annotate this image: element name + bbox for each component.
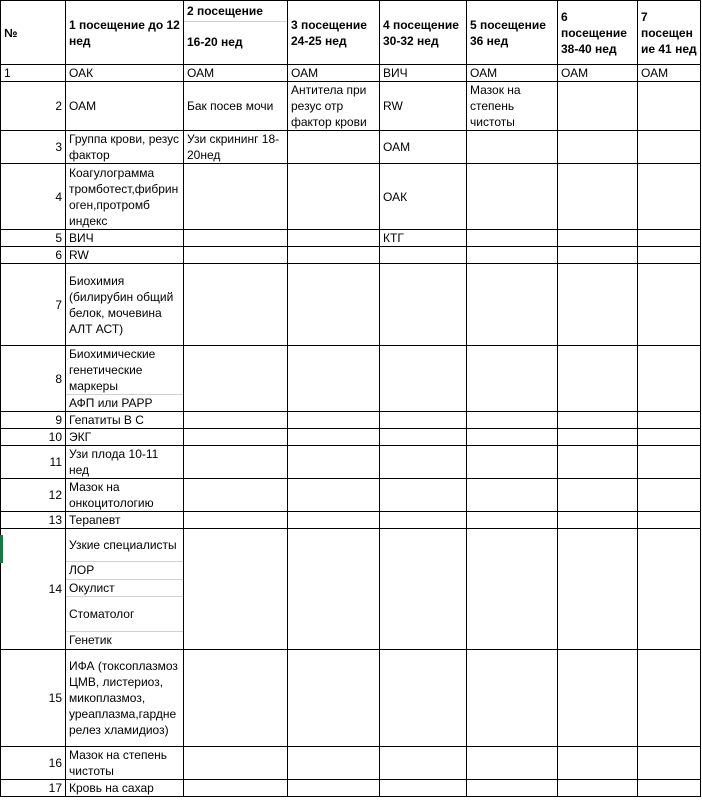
row-num[interactable]: 9 [1, 412, 66, 429]
cell[interactable] [288, 747, 380, 780]
cell[interactable] [467, 164, 558, 230]
cell[interactable]: ОАМ [380, 131, 467, 164]
specialist-geneticist: Генетик [66, 631, 183, 649]
row-num[interactable]: 7 [1, 264, 66, 346]
cell[interactable] [638, 650, 701, 747]
cell[interactable] [288, 512, 380, 529]
cell[interactable] [558, 131, 638, 164]
table-row [1, 650, 701, 747]
cell[interactable] [467, 479, 558, 512]
table-row [1, 131, 701, 164]
row-num[interactable]: 14 [1, 529, 66, 650]
header-visit-1[interactable]: 1 посещение до 12 нед [66, 1, 184, 65]
cell[interactable] [184, 512, 288, 529]
table-row [1, 230, 701, 247]
header-visit-2-bottom: 16-20 нед [187, 35, 243, 49]
table-row [1, 346, 701, 412]
cell[interactable] [638, 131, 701, 164]
header-visit-3[interactable]: 3 посещение 24-25 нед [288, 1, 380, 65]
table-row [1, 780, 701, 797]
cell[interactable] [558, 479, 638, 512]
cell[interactable] [184, 346, 288, 412]
cell[interactable] [558, 780, 638, 797]
cell[interactable] [380, 264, 467, 346]
cell[interactable] [184, 529, 288, 650]
cell[interactable] [467, 412, 558, 429]
cell[interactable] [184, 446, 288, 479]
cell[interactable] [380, 529, 467, 650]
table-row [1, 412, 701, 429]
row-num[interactable]: 10 [1, 429, 66, 446]
cell[interactable]: RW [380, 82, 467, 131]
cell[interactable] [380, 479, 467, 512]
cell[interactable]: ВИЧ [380, 65, 467, 82]
cell[interactable] [638, 747, 701, 780]
header-visit-5[interactable]: 5 посещение 36 нед [467, 1, 558, 65]
row-num[interactable]: 3 [1, 131, 66, 164]
cell[interactable] [638, 412, 701, 429]
cell[interactable] [380, 429, 467, 446]
cell[interactable]: ОАМ [467, 65, 558, 82]
cell[interactable] [638, 529, 701, 650]
cell[interactable] [558, 747, 638, 780]
cell[interactable]: Узи скрининг 18-20нед [184, 131, 288, 164]
cell[interactable]: ОАМ [638, 65, 701, 82]
table-row [1, 247, 701, 264]
cell-markers: Биохимические генетические маркеры [69, 347, 156, 393]
table-row [1, 264, 701, 346]
cell[interactable] [380, 747, 467, 780]
cell[interactable] [184, 747, 288, 780]
cell[interactable]: ОАМ [558, 65, 638, 82]
table-row [1, 429, 701, 446]
cell[interactable] [558, 264, 638, 346]
row-num[interactable]: 16 [1, 747, 66, 780]
cell[interactable] [558, 164, 638, 230]
table-row [1, 747, 701, 780]
cell[interactable] [467, 230, 558, 247]
cell[interactable] [288, 780, 380, 797]
cell[interactable] [558, 230, 638, 247]
row-num[interactable]: 6 [1, 247, 66, 264]
specialist-dentist: Стоматолог [66, 596, 183, 631]
table-row [1, 65, 701, 82]
cell[interactable]: Мазок на степень чистоты [467, 82, 558, 131]
cell[interactable]: RW [66, 247, 184, 264]
cell[interactable] [467, 429, 558, 446]
cell[interactable] [638, 429, 701, 446]
cell[interactable] [288, 247, 380, 264]
cell[interactable] [288, 650, 380, 747]
cell[interactable] [638, 346, 701, 412]
cell[interactable]: ОАМ [66, 82, 184, 131]
cell[interactable] [558, 82, 638, 131]
cell[interactable] [638, 479, 701, 512]
cell-afp: АФП или PAPP [66, 394, 183, 411]
header-visit-2-top: 2 посещение [184, 3, 287, 22]
table-row [1, 512, 701, 529]
cell[interactable] [467, 780, 558, 797]
row-num[interactable]: 17 [1, 780, 66, 797]
cell[interactable] [558, 412, 638, 429]
header-row [1, 1, 701, 65]
cell[interactable] [380, 512, 467, 529]
cell[interactable] [638, 264, 701, 346]
cell[interactable]: КТГ [380, 230, 467, 247]
cell[interactable] [467, 264, 558, 346]
cell[interactable] [558, 512, 638, 529]
specialists-title: Узкие специалисты [69, 538, 177, 552]
specialist-oculist: Окулист [66, 579, 183, 596]
selection-marker [0, 535, 3, 563]
table-row [1, 82, 701, 131]
cell[interactable] [380, 650, 467, 747]
header-visit-7[interactable]: 7 посещен ие 41 нед [638, 1, 701, 65]
cell[interactable] [184, 650, 288, 747]
row-num[interactable]: 15 [1, 650, 66, 747]
cell[interactable]: Терапевт [66, 512, 184, 529]
cell[interactable]: ИФА (токсоплазмоз ЦМВ, листериоз, микоплазмоз, уреаплазма,гарднерелез хламидиоз) [66, 650, 184, 747]
header-visit-6[interactable]: 6 посещение 38-40 нед [558, 1, 638, 65]
row-num[interactable]: 4 [1, 164, 66, 230]
cell[interactable] [184, 479, 288, 512]
cell[interactable] [288, 429, 380, 446]
cell[interactable]: Биохимия (билирубин общий белок, мочевина АЛТ АСТ) [66, 264, 184, 346]
cell[interactable]: ОАК [380, 164, 467, 230]
cell[interactable]: Гепатиты В С [66, 412, 184, 429]
cell[interactable] [288, 446, 380, 479]
cell[interactable]: Мазок на онкоцитологию [66, 479, 184, 512]
header-num[interactable]: № [1, 1, 66, 65]
cell[interactable] [380, 446, 467, 479]
cell[interactable]: ЭКГ [66, 429, 184, 446]
cell[interactable] [467, 446, 558, 479]
cell[interactable] [558, 446, 638, 479]
row-num[interactable]: 8 [1, 346, 66, 412]
cell[interactable]: ОАМ [288, 65, 380, 82]
cell[interactable] [638, 82, 701, 131]
cell[interactable] [288, 264, 380, 346]
cell[interactable] [638, 446, 701, 479]
table-row [1, 479, 701, 512]
cell[interactable] [288, 346, 380, 412]
cell[interactable] [467, 346, 558, 412]
header-visit-4[interactable]: 4 посещение 30-32 нед [380, 1, 467, 65]
cell[interactable] [184, 429, 288, 446]
cell[interactable] [184, 264, 288, 346]
cell[interactable] [380, 780, 467, 797]
cell[interactable]: Бак посев мочи [184, 82, 288, 131]
cell[interactable]: ВИЧ [66, 230, 184, 247]
cell[interactable] [380, 247, 467, 264]
cell[interactable]: Узи плода 10-11 нед [66, 446, 184, 479]
cell[interactable] [184, 164, 288, 230]
cell[interactable] [467, 529, 558, 650]
cell[interactable]: Группа крови, резус фактор [66, 131, 184, 164]
cell[interactable]: Антитела при резус отр фактор крови [288, 82, 380, 131]
cell[interactable]: ОАК [66, 65, 184, 82]
cell[interactable] [184, 412, 288, 429]
table-row [1, 164, 701, 230]
row-num[interactable]: 11 [1, 446, 66, 479]
cell[interactable] [184, 230, 288, 247]
cell[interactable] [638, 247, 701, 264]
row-num[interactable]: 12 [1, 479, 66, 512]
cell[interactable] [558, 429, 638, 446]
cell[interactable] [288, 230, 380, 247]
cell[interactable] [558, 650, 638, 747]
row-num[interactable]: 1 [1, 65, 66, 82]
cell[interactable] [558, 247, 638, 264]
cell[interactable] [638, 164, 701, 230]
cell[interactable]: ОАМ [184, 65, 288, 82]
cell[interactable] [638, 230, 701, 247]
table-row [1, 446, 701, 479]
specialist-lor: ЛОР [66, 561, 183, 579]
cell[interactable] [288, 164, 380, 230]
cell[interactable] [288, 479, 380, 512]
row-num[interactable]: 2 [1, 82, 66, 131]
header-visit-2[interactable] [184, 1, 288, 65]
cell[interactable] [380, 346, 467, 412]
cell[interactable] [558, 346, 638, 412]
row-num[interactable]: 5 [1, 230, 66, 247]
cell[interactable] [467, 247, 558, 264]
cell[interactable] [184, 247, 288, 264]
cell[interactable] [66, 529, 184, 650]
cell[interactable] [638, 512, 701, 529]
cell[interactable]: Коагулограмма тромботест,фибриноген,протромб индекс [66, 164, 184, 230]
row-num[interactable]: 13 [1, 512, 66, 529]
cell[interactable]: Мазок на степень чистоты [66, 747, 184, 780]
cell[interactable] [288, 412, 380, 429]
cell[interactable] [558, 529, 638, 650]
cell[interactable]: Кровь на сахар [66, 780, 184, 797]
cell[interactable] [380, 412, 467, 429]
table-row [1, 529, 701, 650]
cell[interactable] [288, 529, 380, 650]
cell[interactable] [288, 131, 380, 164]
cell[interactable] [66, 346, 184, 412]
cell[interactable] [184, 780, 288, 797]
cell[interactable] [638, 780, 701, 797]
cell[interactable] [467, 131, 558, 164]
cell[interactable] [467, 650, 558, 747]
cell[interactable] [467, 747, 558, 780]
cell[interactable] [467, 512, 558, 529]
